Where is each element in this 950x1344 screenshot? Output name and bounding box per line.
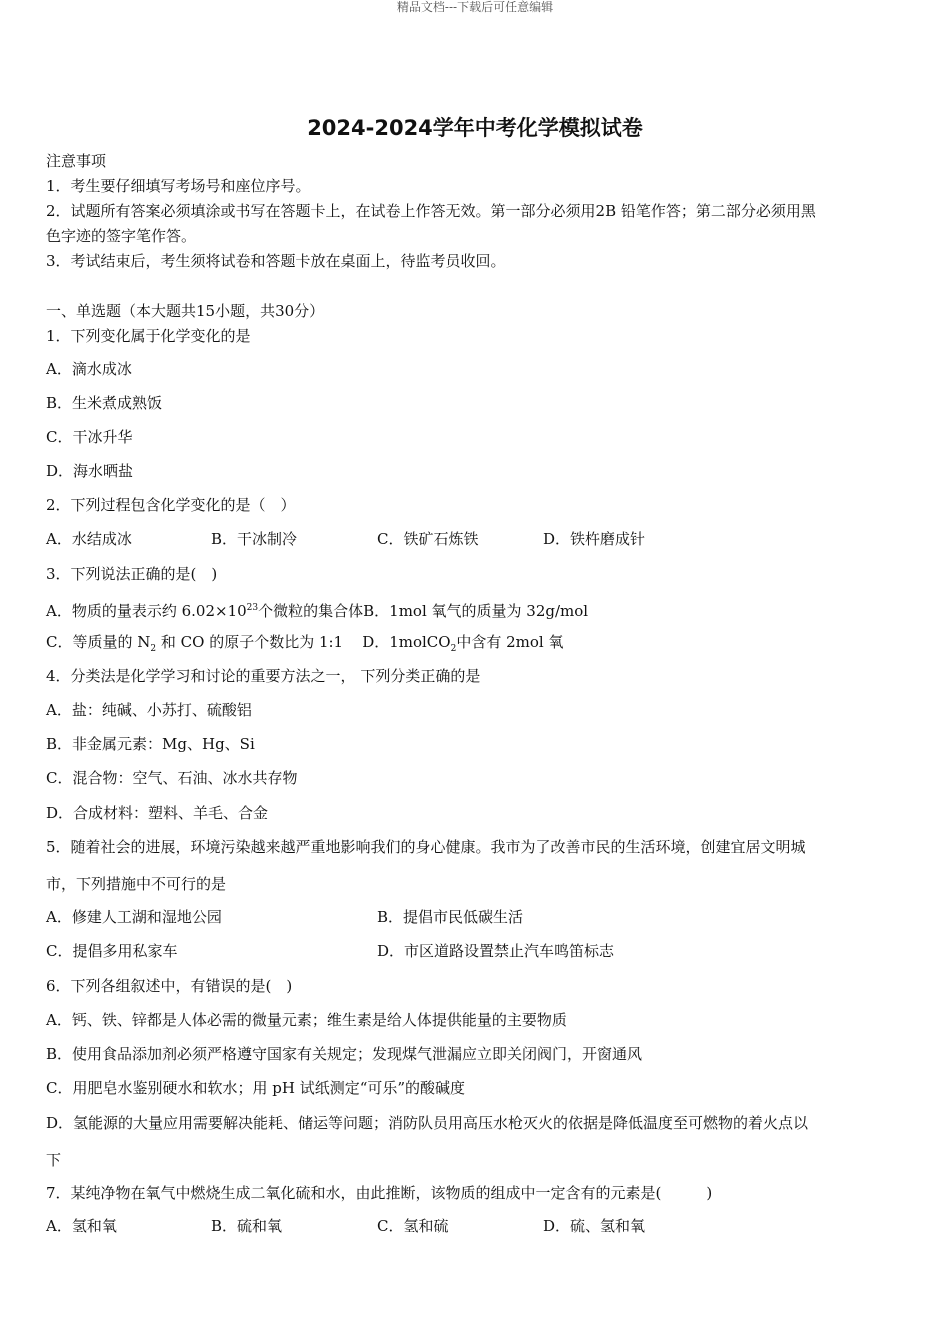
q5-option-a: A．修建人工湖和湿地公园 [46, 908, 222, 926]
q4-option-a: A．盐：纯碱、小苏打、硫酸铝 [46, 701, 252, 719]
q2-option-b: B．干冰制冷 [211, 530, 298, 548]
note-2-line-1: 2．试题所有答案必须填涂或书写在答题卡上，在试卷上作答无效。第一部分必须用2B 铅笔作答；第二部分必须用黑 [46, 202, 816, 220]
q7-option-a: A．氢和氧 [46, 1217, 117, 1235]
note-1: 1．考生要仔细填写考场号和座位序号。 [46, 177, 311, 195]
q3-options-ab [46, 598, 588, 621]
q6-option-a: A．钙、铁、锌都是人体必需的微量元素；维生素是给人体提供能量的主要物质 [46, 1011, 567, 1029]
q3-stem: 3．下列说法正确的是( ) [46, 565, 218, 583]
section-heading: 一、单选题（本大题共15小题，共30分） [46, 302, 325, 320]
q4-option-b: B．非金属元素：Mg、Hg、Si [46, 735, 255, 753]
q1-option-a: A．滴水成冰 [46, 360, 132, 378]
q7-option-c: C．氢和硫 [377, 1217, 449, 1235]
q1-option-d: D．海水晒盐 [46, 462, 134, 480]
q6-option-c: C．用肥皂水鉴别硬水和软水；用 pH 试纸测定“可乐”的酸碱度 [46, 1079, 466, 1097]
q7-option-d: D．硫、氢和氧 [543, 1217, 646, 1235]
q5-option-d: D．市区道路设置禁止汽车鸣笛标志 [377, 942, 615, 960]
note-3: 3．考试结束后，考生须将试卷和答题卡放在桌面上，待监考员收回。 [46, 252, 506, 270]
page-header: 精品文档---下载后可任意编辑 [396, 0, 554, 14]
q7-option-b: B．硫和氧 [211, 1217, 283, 1235]
q5-option-b: B．提倡市民低碳生活 [377, 908, 524, 926]
q5-option-c: C．提倡多用私家车 [46, 942, 178, 960]
q2-option-a: A．水结成冰 [46, 530, 132, 548]
q2-stem: 2．下列过程包含化学变化的是（ ） [46, 496, 296, 514]
q1-stem: 1．下列变化属于化学变化的是 [46, 327, 251, 345]
q6-option-d-line-2: 下 [46, 1151, 62, 1169]
q4-option-d: D．合成材料：塑料、羊毛、合金 [46, 804, 269, 822]
q1-option-b: B．生米煮成熟饭 [46, 394, 163, 412]
q7-stem: 7．某纯净物在氧气中燃烧生成二氧化硫和水，由此推断，该物质的组成中一定含有的元素是( ) [46, 1184, 713, 1202]
q4-stem: 4．分类法是化学学习和讨论的重要方法之一， 下列分类正确的是 [46, 667, 481, 685]
q6-option-d-line-1: D．氢能源的大量应用需要解决能耗、储运等问题；消防队员用高压水枪灭火的依据是降低温度至可燃物的着火点以 [46, 1114, 809, 1132]
q1-option-c: C．干冰升华 [46, 428, 133, 446]
q3-option-a: A．物质的量表示约 $6.02\times 10^{23}$个微粒的集合体 [46, 602, 364, 620]
q5-stem-line-1: 5．随着社会的进展，环境污染越来越严重地影响我们的身心健康。我市为了改善市民的生活环境，创建宜居文明城 [46, 838, 806, 856]
q4-option-c: C．混合物：空气、石油、冰水共存物 [46, 769, 298, 787]
q2-option-d: D．铁杵磨成针 [543, 530, 646, 548]
q5-stem-line-2: 市，下列措施中不可行的是 [46, 875, 227, 893]
q6-option-b: B．使用食品添加剂必须严格遵守国家有关规定；发现煤气泄漏应立即关闭阀门，开窗通风 [46, 1045, 643, 1063]
note-2-line-2: 色字迹的签字笔作答。 [46, 227, 197, 245]
q6-stem: 6．下列各组叙述中，有错误的是( ) [46, 977, 293, 995]
page-title: 2024-2024学年中考化学模拟试卷 [307, 116, 643, 140]
q3-option-d: D．1molCO$_2$中含有 2mol 氧 [362, 633, 564, 654]
q3-option-c: C．等质量的 $N_2$ 和 CO 的原子个数比为 1:1 [46, 633, 344, 654]
q2-option-c: C．铁矿石炼铁 [377, 530, 479, 548]
notes-heading: 注意事项 [46, 152, 107, 170]
q3-options-cd [46, 632, 563, 659]
q3-option-b: B．1mol 氧气的质量为 32g/mol [363, 602, 589, 620]
